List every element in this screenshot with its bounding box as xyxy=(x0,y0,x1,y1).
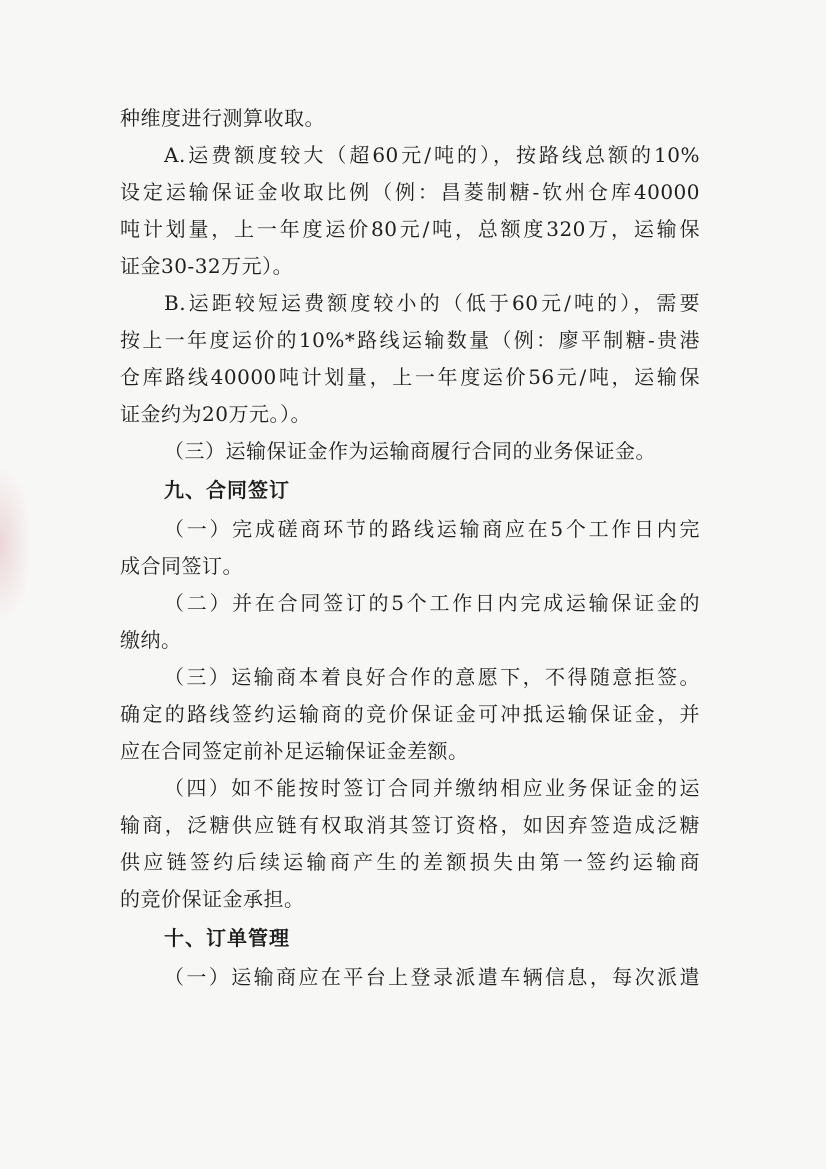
text-line: 供应链签约后续运输商产生的差额损失由第一签约运输商 xyxy=(120,850,700,874)
text-line: B.运距较短运费额度较小的（低于60元/吨的），需要 xyxy=(164,291,700,315)
text-line: 成合同签订。 xyxy=(120,554,243,578)
text-line: 仓库路线40000吨计划量，上一年度运价56元/吨，运输保 xyxy=(120,365,700,389)
text-line: 确定的路线签约运输商的竞价保证金可冲抵运输保证金，并 xyxy=(120,702,700,726)
text-line: （四）如不能按时签订合同并缴纳相应业务保证金的运 xyxy=(164,776,700,800)
text-line: （一）完成磋商环节的路线运输商应在5个工作日内完 xyxy=(164,517,700,541)
text-line: 吨计划量，上一年度运价80元/吨，总额度320万，运输保 xyxy=(120,217,700,241)
text-line: 按上一年度运价的10%*路线运输数量（例：廖平制糖-贵港 xyxy=(120,328,700,352)
text-line: 的竞价保证金承担。 xyxy=(120,887,305,911)
seal-stain-mark xyxy=(0,470,30,620)
text-line: （二）并在合同签订的5个工作日内完成运输保证金的 xyxy=(164,591,700,615)
section-heading: 九、合同签订 xyxy=(164,478,290,502)
text-line: 设定运输保证金收取比例（例：昌菱制糖-钦州仓库40000 xyxy=(120,180,700,204)
text-line: 应在合同签定前补足运输保证金差额。 xyxy=(120,739,469,763)
text-line: （三）运输商本着良好合作的意愿下，不得随意拒签。 xyxy=(164,665,700,689)
section-heading: 十、订单管理 xyxy=(164,926,290,950)
text-line: 证金约为20万元。）。 xyxy=(120,402,311,426)
text-line: 输商，泛糖供应链有权取消其签订资格，如因弃签造成泛糖 xyxy=(120,813,700,837)
text-line: 缴纳。 xyxy=(120,628,182,652)
text-line: A.运费额度较大（超60元/吨的），按路线总额的10% xyxy=(164,143,700,167)
text-line: 证金30-32万元）。 xyxy=(120,254,294,278)
text-line: （一）运输商应在平台上登录派遣车辆信息，每次派遣 xyxy=(164,965,700,989)
text-line: （三）运输保证金作为运输商履行合同的业务保证金。 xyxy=(164,439,656,463)
document-body xyxy=(120,100,700,996)
text-line: 种维度进行测算收取。 xyxy=(120,106,325,130)
